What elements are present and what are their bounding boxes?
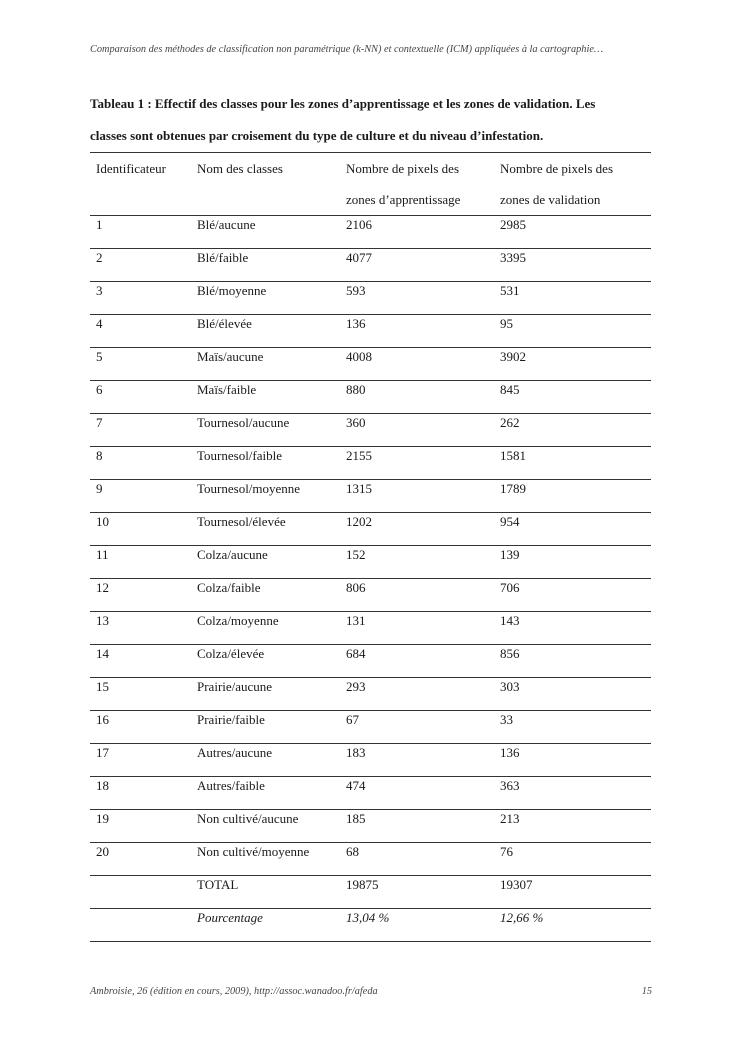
cell-train: 293 xyxy=(340,678,494,711)
cell-id: 8 xyxy=(90,447,191,480)
footer-citation: Ambroisie, 26 (édition en cours, 2009), http://assoc.wanadoo.fr/afeda xyxy=(90,986,378,997)
table-row xyxy=(90,579,651,612)
cell-name: Colza/faible xyxy=(191,579,340,612)
table-caption xyxy=(90,88,650,152)
table-row xyxy=(90,216,651,249)
header-valid-line-2: zones de validation xyxy=(500,192,601,207)
cell-train: 4077 xyxy=(340,249,494,282)
cell-name: Autres/faible xyxy=(191,777,340,810)
cell-id: 13 xyxy=(90,612,191,645)
cell-valid: 143 xyxy=(494,612,651,645)
table-row xyxy=(90,777,651,810)
table-row xyxy=(90,678,651,711)
cell-valid: 3395 xyxy=(494,249,651,282)
cell-valid: 1581 xyxy=(494,447,651,480)
cell-train: 806 xyxy=(340,579,494,612)
table-row xyxy=(90,513,651,546)
page-footer xyxy=(90,986,652,997)
cell-name: Maïs/faible xyxy=(191,381,340,414)
header-train xyxy=(340,153,494,216)
table-row xyxy=(90,315,651,348)
page-number: 15 xyxy=(641,986,652,997)
table-body xyxy=(90,216,651,942)
cell-name: TOTAL xyxy=(191,876,340,909)
cell-name: Non cultivé/moyenne xyxy=(191,843,340,876)
cell-id: 1 xyxy=(90,216,191,249)
cell-train: 4008 xyxy=(340,348,494,381)
total-row xyxy=(90,876,651,909)
cell-train: 131 xyxy=(340,612,494,645)
cell-id: 11 xyxy=(90,546,191,579)
cell-train: 2106 xyxy=(340,216,494,249)
cell-valid: 303 xyxy=(494,678,651,711)
class-count-table xyxy=(90,152,651,942)
cell-valid: 954 xyxy=(494,513,651,546)
cell-train: 474 xyxy=(340,777,494,810)
cell-valid: 136 xyxy=(494,744,651,777)
cell-id: 19 xyxy=(90,810,191,843)
cell-name: Colza/élevée xyxy=(191,645,340,678)
cell-name: Tournesol/faible xyxy=(191,447,340,480)
table-row xyxy=(90,447,651,480)
cell-train: 1202 xyxy=(340,513,494,546)
cell-train: 67 xyxy=(340,711,494,744)
cell-id: 2 xyxy=(90,249,191,282)
cell-name: Colza/moyenne xyxy=(191,612,340,645)
cell-train: 2155 xyxy=(340,447,494,480)
cell-id: 18 xyxy=(90,777,191,810)
cell-valid: 19307 xyxy=(494,876,651,909)
cell-id: 3 xyxy=(90,282,191,315)
cell-id: 12 xyxy=(90,579,191,612)
header-valid xyxy=(494,153,651,216)
caption-line-2: classes sont obtenues par croisement du type de culture et du niveau d’infestation. xyxy=(90,128,544,143)
cell-id: 9 xyxy=(90,480,191,513)
cell-train: 593 xyxy=(340,282,494,315)
cell-valid: 706 xyxy=(494,579,651,612)
cell-train: 13,04 % xyxy=(340,909,494,942)
cell-name: Colza/aucune xyxy=(191,546,340,579)
table-row xyxy=(90,645,651,678)
table-row xyxy=(90,546,651,579)
cell-valid: 76 xyxy=(494,843,651,876)
cell-train: 880 xyxy=(340,381,494,414)
cell-valid: 845 xyxy=(494,381,651,414)
cell-id xyxy=(90,876,191,909)
cell-valid: 95 xyxy=(494,315,651,348)
cell-name: Pourcentage xyxy=(191,909,340,942)
cell-name: Blé/aucune xyxy=(191,216,340,249)
table-row xyxy=(90,744,651,777)
cell-train: 360 xyxy=(340,414,494,447)
header-id: Identificateur xyxy=(90,153,191,216)
cell-id: 17 xyxy=(90,744,191,777)
cell-train: 185 xyxy=(340,810,494,843)
cell-name: Tournesol/moyenne xyxy=(191,480,340,513)
cell-name: Blé/moyenne xyxy=(191,282,340,315)
cell-name: Prairie/aucune xyxy=(191,678,340,711)
cell-id xyxy=(90,909,191,942)
table-row xyxy=(90,810,651,843)
cell-train: 19875 xyxy=(340,876,494,909)
cell-valid: 363 xyxy=(494,777,651,810)
cell-valid: 139 xyxy=(494,546,651,579)
cell-name: Maïs/aucune xyxy=(191,348,340,381)
table-row xyxy=(90,348,651,381)
cell-valid: 531 xyxy=(494,282,651,315)
cell-train: 152 xyxy=(340,546,494,579)
percentage-row xyxy=(90,909,651,942)
cell-valid: 2985 xyxy=(494,216,651,249)
cell-train: 684 xyxy=(340,645,494,678)
cell-train: 183 xyxy=(340,744,494,777)
header-valid-line-1: Nombre de pixels des xyxy=(500,161,614,176)
cell-id: 20 xyxy=(90,843,191,876)
cell-name: Autres/aucune xyxy=(191,744,340,777)
table-row xyxy=(90,249,651,282)
cell-id: 10 xyxy=(90,513,191,546)
cell-valid: 12,66 % xyxy=(494,909,651,942)
table-row xyxy=(90,480,651,513)
cell-name: Blé/faible xyxy=(191,249,340,282)
cell-id: 7 xyxy=(90,414,191,447)
table-row xyxy=(90,843,651,876)
cell-valid: 3902 xyxy=(494,348,651,381)
cell-name: Tournesol/aucune xyxy=(191,414,340,447)
cell-valid: 856 xyxy=(494,645,651,678)
cell-id: 4 xyxy=(90,315,191,348)
running-header: Comparaison des méthodes de classification non paramétrique (k-NN) et contextuelle (ICM) appliquées à la cartographie… xyxy=(90,44,604,55)
table-row xyxy=(90,282,651,315)
cell-valid: 262 xyxy=(494,414,651,447)
cell-name: Prairie/faible xyxy=(191,711,340,744)
cell-id: 6 xyxy=(90,381,191,414)
cell-id: 16 xyxy=(90,711,191,744)
table-row xyxy=(90,711,651,744)
header-train-line-2: zones d’apprentissage xyxy=(346,192,461,207)
cell-valid: 1789 xyxy=(494,480,651,513)
cell-id: 14 xyxy=(90,645,191,678)
cell-train: 136 xyxy=(340,315,494,348)
table-row xyxy=(90,612,651,645)
cell-valid: 213 xyxy=(494,810,651,843)
table-header-row xyxy=(90,153,651,216)
cell-name: Blé/élevée xyxy=(191,315,340,348)
cell-valid: 33 xyxy=(494,711,651,744)
table-row xyxy=(90,414,651,447)
cell-id: 5 xyxy=(90,348,191,381)
cell-name: Tournesol/élevée xyxy=(191,513,340,546)
cell-name: Non cultivé/aucune xyxy=(191,810,340,843)
table-row xyxy=(90,381,651,414)
cell-train: 1315 xyxy=(340,480,494,513)
cell-id: 15 xyxy=(90,678,191,711)
caption-line-1: Tableau 1 : Effectif des classes pour les zones d’apprentissage et les zones de validation. Les xyxy=(90,96,596,111)
cell-train: 68 xyxy=(340,843,494,876)
header-train-line-1: Nombre de pixels des xyxy=(346,161,460,176)
header-name: Nom des classes xyxy=(191,153,340,216)
